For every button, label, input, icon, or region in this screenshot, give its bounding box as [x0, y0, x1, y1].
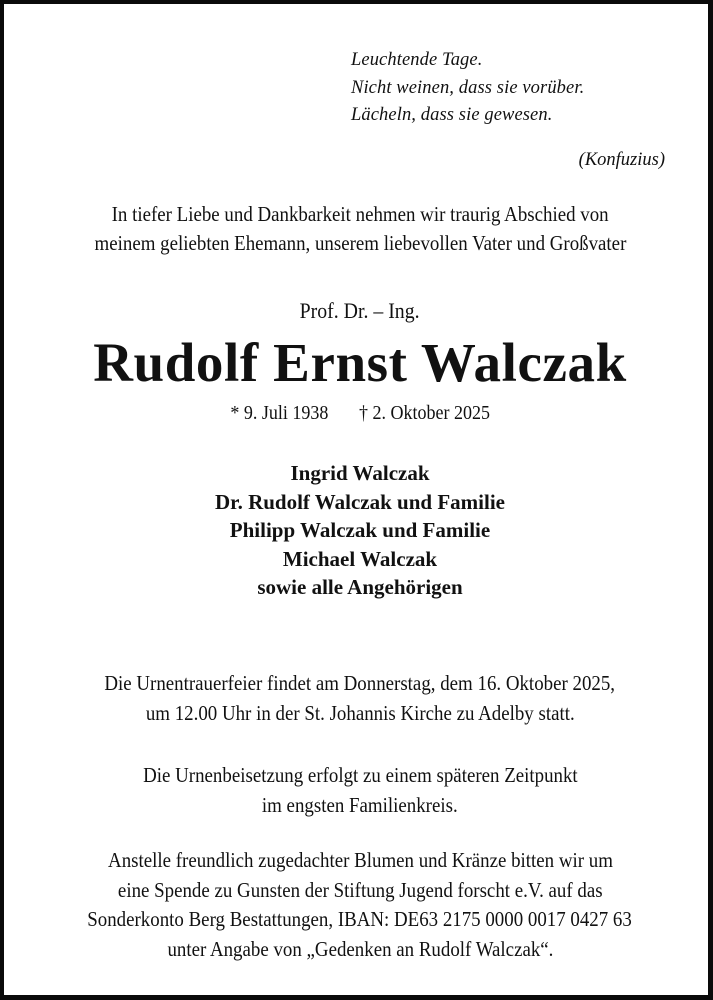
quote-block [351, 47, 584, 130]
death-date: † 2. Oktober 2025 [358, 402, 490, 424]
ceremony-line: um 12.00 Uhr in der St. Johannis Kirche zu Adelby statt. [145, 700, 575, 725]
quote-line: Nicht weinen, dass sie vorüber. [351, 77, 585, 98]
intro-line: In tiefer Liebe und Dankbarkeit nehmen wir traurig Abschied von [111, 202, 609, 226]
donation-line: Anstelle freundlich zugedachter Blumen und Kränze bitten wir um [107, 848, 613, 872]
deceased-name: Rudolf Ernst Walczak [93, 332, 627, 393]
burial-line: im engsten Familienkreis. [262, 792, 458, 817]
quote-line: Leuchtende Tage. [351, 50, 483, 70]
mourner: Ingrid Walczak [290, 461, 430, 485]
mourner: Philipp Walczak und Familie [229, 518, 491, 542]
academic-title-text: Prof. Dr. – Ing. [300, 298, 420, 323]
birth-date: * 9. Juli 1938 [230, 402, 329, 424]
life-dates [8, 399, 712, 427]
mourner: sowie alle Angehörigen [257, 575, 463, 599]
academic-title [8, 296, 712, 326]
quote-line: Lächeln, dass sie gewesen. [351, 105, 553, 125]
donation-line: Sonderkonto Berg Bestattungen, IBAN: DE63 2175 0000 0017 0427 63 [87, 907, 633, 931]
mourner: Dr. Rudolf Walczak und Familie [215, 489, 505, 514]
donation-line: eine Spende zu Gunsten der Stiftung Jugend forscht e.V. auf das [117, 877, 603, 902]
intro-text [8, 200, 712, 257]
donation-line: unter Angabe von „Gedenken an Rudolf Walczak“. [167, 936, 553, 961]
mourner: Michael Walczak [282, 546, 438, 571]
intro-line: meinem geliebten Ehemann, unserem liebevollen Vater und Großvater [94, 230, 626, 255]
ceremony-info [8, 669, 712, 728]
burial-info [8, 761, 712, 820]
donation-info [8, 846, 712, 964]
mourners-list [8, 459, 712, 602]
quote-author: (Konfuzius) [578, 150, 665, 170]
burial-line: Die Urnenbeisetzung erfolgt zu einem späteren Zeitpunkt [142, 763, 578, 787]
ceremony-line: Die Urnentrauerfeier findet am Donnerstag, dem 16. Oktober 2025, [104, 671, 616, 695]
